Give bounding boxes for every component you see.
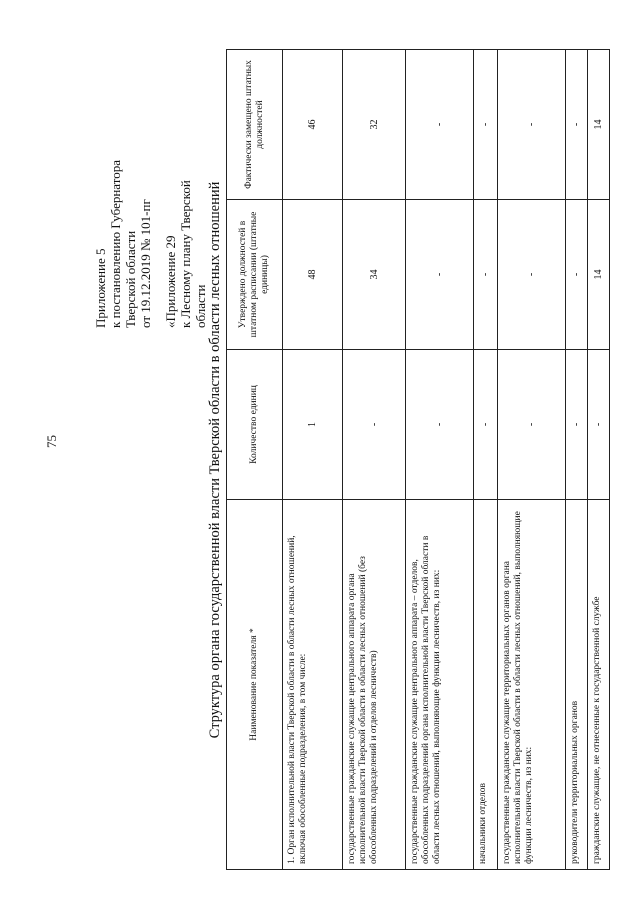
table-row	[474, 50, 498, 870]
appendix-line: «Приложение 29	[163, 235, 178, 328]
spacer	[153, 58, 163, 328]
header-actual: Фактически замещено штатных должностей	[227, 50, 283, 200]
table-row	[498, 50, 566, 870]
appendix-note	[93, 58, 208, 328]
row-actual: 14	[588, 50, 610, 200]
row-actual: 46	[283, 50, 343, 200]
rotated-page-content	[33, 50, 604, 870]
row-approved: -	[474, 200, 498, 350]
row-count: -	[588, 350, 610, 500]
appendix-line: Приложение 5	[93, 248, 108, 328]
row-name: начальники отделов	[474, 500, 498, 870]
document-title: Структура органа государственной власти Тверской области в области лесных отношений	[207, 181, 223, 739]
appendix-line: к Лесному плану Тверской	[178, 180, 193, 328]
header-name: Наименование показателя *	[227, 500, 283, 870]
appendix-line: Тверской области	[123, 230, 138, 328]
row-actual: -	[474, 50, 498, 200]
row-approved: -	[406, 200, 474, 350]
row-name: государственные гражданские служащие центрального аппарата органа исполнительной власти Тверской области в области лесных отношений (без обособленных подразделений и отделов лесничеств)	[343, 500, 406, 870]
page-number: 75	[44, 435, 59, 448]
row-name: 1. Орган исполнительной власти Тверской области в области лесных отношений, включая обособленные подразделения, в том числе:	[283, 500, 343, 870]
row-count: -	[406, 350, 474, 500]
table-row	[343, 50, 406, 870]
table-row	[283, 50, 343, 870]
row-actual: -	[566, 50, 588, 200]
row-count: -	[498, 350, 566, 500]
row-count: -	[474, 350, 498, 500]
appendix-line: к постановлению Губернатора	[108, 159, 123, 328]
row-approved: -	[566, 200, 588, 350]
row-approved: 34	[343, 200, 406, 350]
structure-table	[226, 49, 610, 870]
header-count: Количество единиц	[227, 350, 283, 500]
table-row	[588, 50, 610, 870]
row-name: руководители территориальных органов	[566, 500, 588, 870]
appendix-line: от 19.12.2019 № 101-пг	[138, 199, 153, 328]
row-actual: 32	[343, 50, 406, 200]
table-header-row	[227, 50, 283, 870]
table-row	[406, 50, 474, 870]
row-actual: -	[498, 50, 566, 200]
row-approved: -	[498, 200, 566, 350]
row-actual: -	[406, 50, 474, 200]
row-name: государственные гражданские служащие центрального аппарата – отделов, обособленных подразделений органа исполнительной власти Тверской области в области лесных отношений, выполняющие функции лесничеств, из них:	[406, 500, 474, 870]
row-count: -	[343, 350, 406, 500]
row-count: 1	[283, 350, 343, 500]
row-count: -	[566, 350, 588, 500]
row-approved: 14	[588, 200, 610, 350]
row-approved: 48	[283, 200, 343, 350]
table-row	[566, 50, 588, 870]
row-name: гражданские служащие, не отнесенные к государственной службе	[588, 500, 610, 870]
appendix-line: области	[193, 284, 208, 328]
row-name: государственные гражданские служащие территориальных органов органа исполнительной власти Тверской области в области лесных отношений, выполняющие функции лесничеств, из них:	[498, 500, 566, 870]
header-approved: Утверждено должностей в штатном расписании (штатные единицы)	[227, 200, 283, 350]
